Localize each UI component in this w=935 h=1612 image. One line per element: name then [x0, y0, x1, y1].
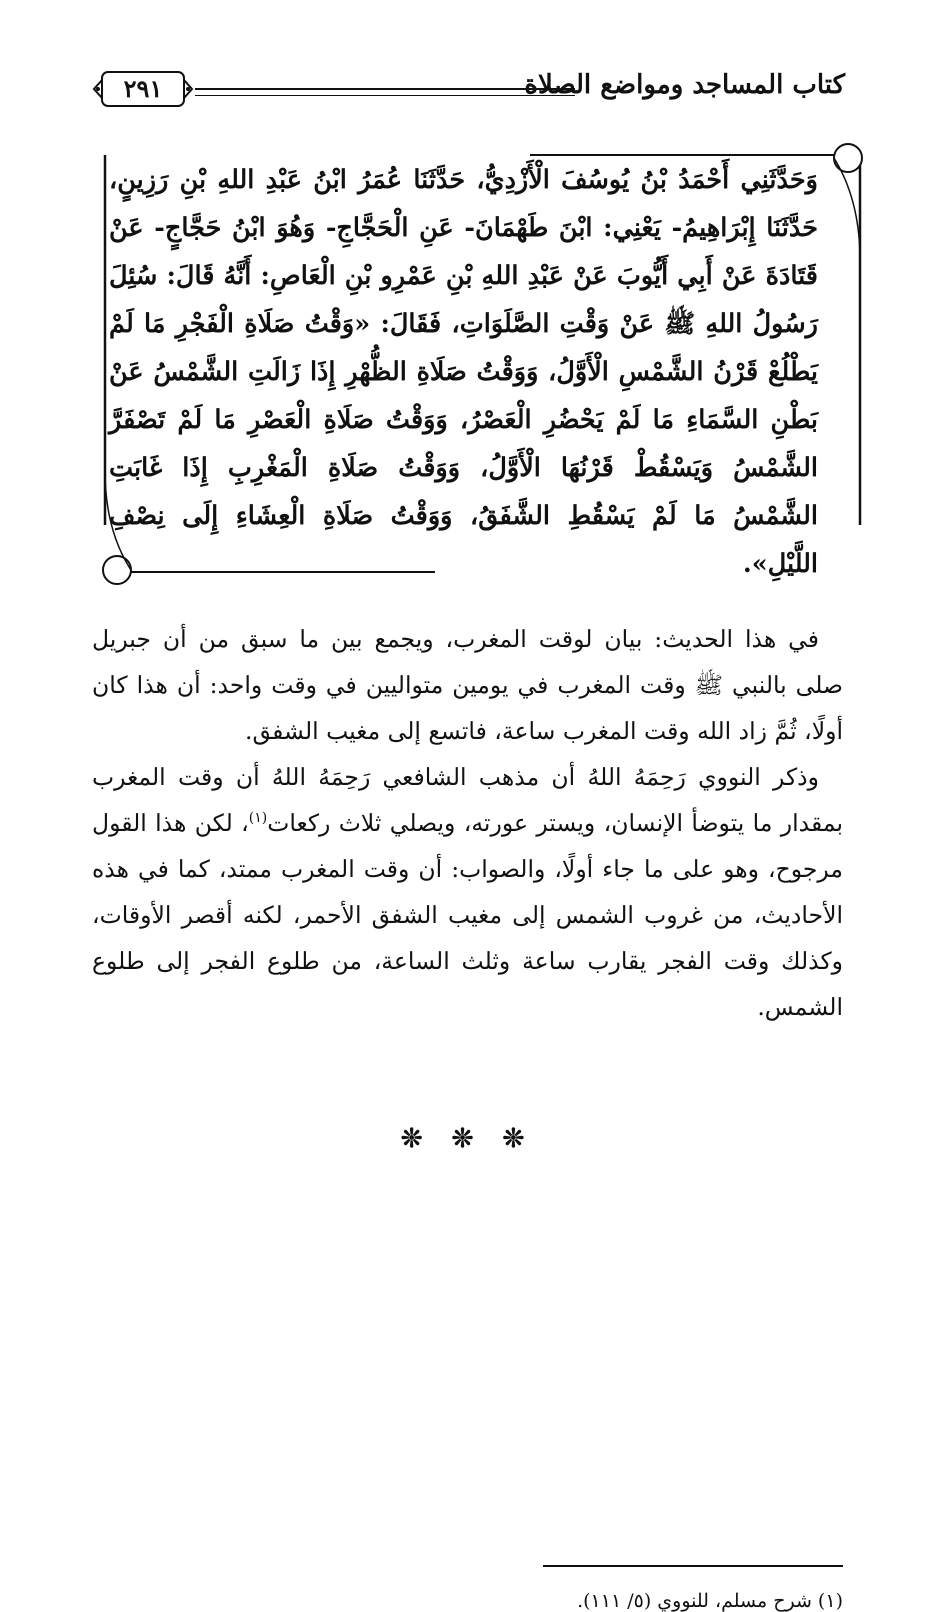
page-number-badge	[92, 68, 194, 110]
page-number: ٢٩١	[123, 74, 163, 103]
commentary-paragraph	[92, 754, 843, 1030]
paragraph-text: ، لكن هذا القول مرجوح، وهو على ما جاء أولًا، والصواب: أن وقت المغرب ممتد، كما في هذه الأحاديث، من غروب الشمس إلى مغيب الشفق الأحمر، لكنه أقصر الأوقات، وكذلك وقت الفجر يقارب ساعة وثلث الساعة، من طلوع الفجر إلى طلوع الشمس.	[92, 809, 843, 1021]
commentary	[92, 616, 843, 1030]
hadith-text: وَحَدَّثَنِي أَحْمَدُ بْنُ يُوسُفَ الْأَزْدِيُّ، حَدَّثَنَا عُمَرُ ابْنُ عَبْدِ اللهِ بْنِ رَزِينٍ، حَدَّثَنَا إِبْرَاهِيمُ- يَعْنِي: ابْنَ طَهْمَانَ- عَنِ الْحَجَّاجِ- وَهُوَ ابْنُ حَجَّاجٍ- عَنْ قَتَادَةَ عَنْ أَبِي أَيُّوبَ عَنْ عَبْدِ اللهِ بْنِ عَمْرِو بْنِ الْعَاصِ: أَنَّهُ قَالَ: سُئِلَ رَسُولُ اللهِ ﷺ عَنْ وَقْتِ الصَّلَوَاتِ، فَقَالَ: «وَقْتُ صَلَاةِ الْفَجْرِ مَا لَمْ يَطْلُعْ قَرْنُ الشَّمْسِ الْأَوَّلُ، وَوَقْتُ صَلَاةِ الظُّهْرِ إِذَا زَالَتِ الشَّمْسُ عَنْ بَطْنِ السَّمَاءِ مَا لَمْ يَحْضُرِ الْعَصْرُ، وَوَقْتُ صَلَاةِ الْعَصْرِ مَا لَمْ تَصْفَرَّ الشَّمْسُ وَيَسْقُطْ قَرْنُهَا الْأَوَّلُ، وَوَقْتُ صَلَاةِ الْمَغْرِبِ إِذَا غَابَتِ الشَّمْسُ مَا لَمْ يَسْقُطِ الشَّفَقُ، وَوَقْتُ صَلَاةِ الْعِشَاءِ إِلَى نِصْفِ اللَّيْلِ».	[109, 165, 818, 579]
hadith-frame	[95, 140, 870, 590]
footnote: (١) شرح مسلم، للنووي (٥/ ١١١).	[577, 1590, 843, 1612]
footnote-rule	[543, 1565, 843, 1567]
commentary-paragraph: في هذا الحديث: بيان لوقت المغرب، ويجمع بين ما سبق من أن جبريل صلى بالنبي ﷺ وقت المغرب في يومين متواليين في وقت واحد: أن هذا كان أولًا، ثُمَّ زاد الله وقت المغرب ساعة، فاتسع إلى مغيب الشفق.	[92, 625, 843, 745]
paragraph-text: وذكر النووي رَحِمَهُ اللهُ أن مذهب الشافعي رَحِمَهُ اللهُ أن وقت المغرب بمقدار ما يتوضأ الإنسان، ويستر عورته، ويصلي ثلاث ركعات	[92, 763, 843, 837]
section-divider: ❊ ❊ ❊	[400, 1124, 535, 1154]
header-rule	[195, 88, 575, 96]
running-header-title: كتاب المساجد ومواضع الصلاة	[524, 70, 845, 100]
footnote-reference[interactable]: (١)	[248, 810, 268, 827]
